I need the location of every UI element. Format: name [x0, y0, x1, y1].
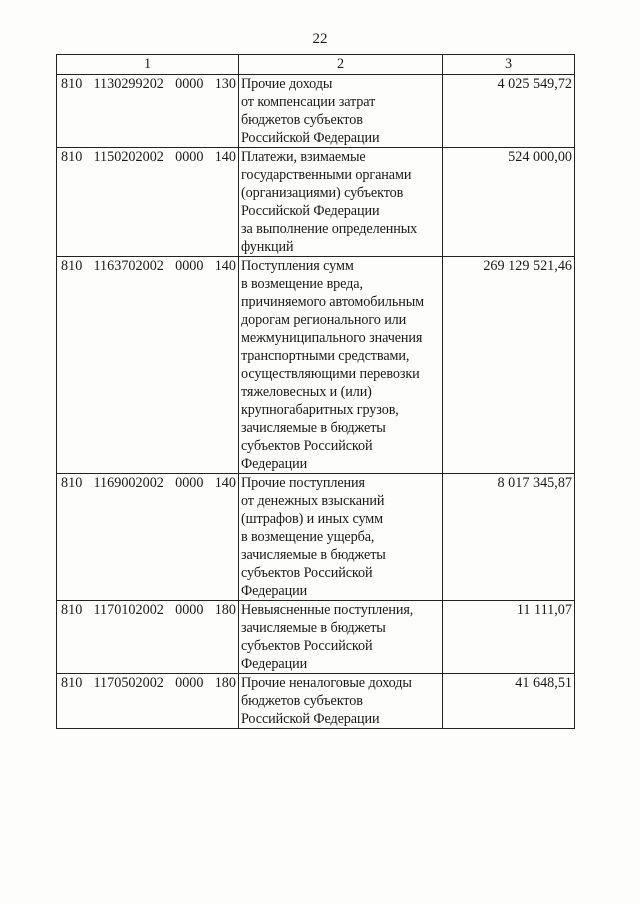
program-code: 0000 — [175, 602, 204, 618]
revenue-code: 1130299202 — [93, 76, 164, 92]
table-row — [57, 75, 575, 148]
program-code: 0000 — [175, 675, 204, 691]
classification-code-cell — [57, 601, 239, 674]
admin-code: 810 — [61, 76, 83, 92]
amount-cell: 8 017 345,87 — [443, 474, 575, 601]
classification-code-cell — [57, 474, 239, 601]
admin-code: 810 — [61, 258, 83, 274]
amount-cell: 524 000,00 — [443, 148, 575, 257]
program-code: 0000 — [175, 76, 204, 92]
revenue-table — [56, 54, 575, 729]
description-cell: Поступления сумм в возмещение вреда, причиняемого автомобильным дорогам регионального или межмуниципального значения транспортными средствами, осуществляющими перевозки тяжеловесных и (или) крупногабаритных грузов, зачисляемые в бюджеты субъектов Российской Федерации — [239, 257, 443, 474]
amount-cell: 4 025 549,72 — [443, 75, 575, 148]
table-row — [57, 474, 575, 601]
column-header-2: 2 — [239, 55, 443, 75]
page-number: 22 — [312, 31, 328, 47]
description-cell: Платежи, взимаемые государственными органами (организациями) субъектов Российской Федерации за выполнение определенных функций — [239, 148, 443, 257]
subtype-code: 180 — [214, 675, 236, 691]
program-code: 0000 — [175, 149, 204, 165]
description-cell: Невыясненные поступления, зачисляемые в бюджеты субъектов Российской Федерации — [239, 601, 443, 674]
table-row — [57, 148, 575, 257]
revenue-code: 1170102002 — [93, 602, 164, 618]
program-code: 0000 — [175, 475, 204, 491]
subtype-code: 140 — [214, 475, 236, 491]
column-header-1: 1 — [57, 55, 239, 75]
amount-cell: 269 129 521,46 — [443, 257, 575, 474]
table-row — [57, 257, 575, 474]
table-header-row — [57, 55, 575, 75]
admin-code: 810 — [61, 475, 83, 491]
column-header-3: 3 — [443, 55, 575, 75]
revenue-code: 1150202002 — [93, 149, 164, 165]
description-cell: Прочие доходы от компенсации затрат бюджетов субъектов Российской Федерации — [239, 75, 443, 148]
amount-cell: 41 648,51 — [443, 674, 575, 729]
classification-code-cell — [57, 674, 239, 729]
revenue-code: 1170502002 — [93, 675, 164, 691]
program-code: 0000 — [175, 258, 204, 274]
description-cell: Прочие поступления от денежных взысканий (штрафов) и иных сумм в возмещение ущерба, зачисляемые в бюджеты субъектов Российской Федерации — [239, 474, 443, 601]
revenue-code: 1169002002 — [93, 475, 164, 491]
admin-code: 810 — [61, 675, 83, 691]
subtype-code: 130 — [214, 76, 236, 92]
classification-code-cell — [57, 75, 239, 148]
table-row — [57, 674, 575, 729]
table-row — [57, 601, 575, 674]
amount-cell: 11 111,07 — [443, 601, 575, 674]
classification-code-cell — [57, 257, 239, 474]
admin-code: 810 — [61, 149, 83, 165]
subtype-code: 180 — [214, 602, 236, 618]
admin-code: 810 — [61, 602, 83, 618]
subtype-code: 140 — [214, 149, 236, 165]
description-cell: Прочие неналоговые доходы бюджетов субъектов Российской Федерации — [239, 674, 443, 729]
subtype-code: 140 — [214, 258, 236, 274]
revenue-code: 1163702002 — [93, 258, 164, 274]
classification-code-cell — [57, 148, 239, 257]
